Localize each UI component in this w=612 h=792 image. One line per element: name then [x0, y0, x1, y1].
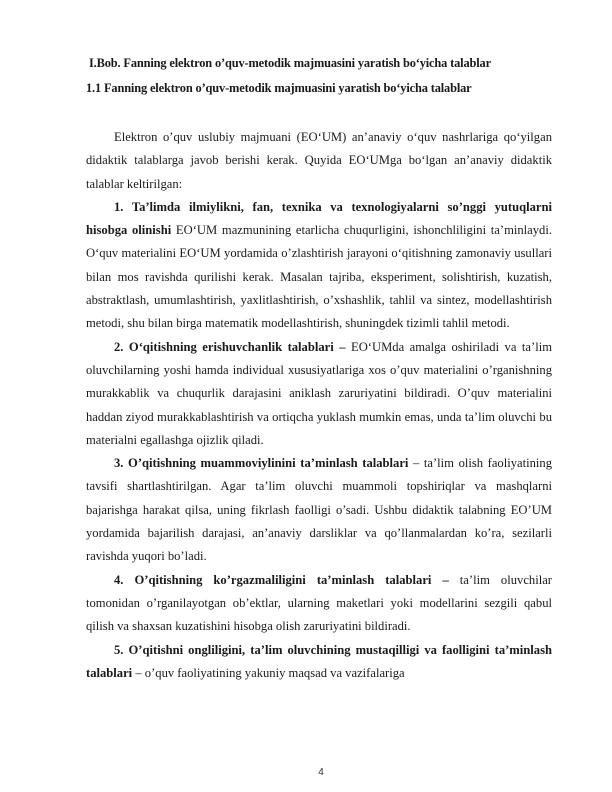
section-heading: 1.1 Fanning elektron o’quv-metodik majmuasini yaratish bo‘yicha talablar — [86, 81, 472, 95]
paragraph-requirement-4: 4. O’qitishning ko’rgazmaliligini ta’minlash talablari – ta’lim oluvchilar tomonidan o’rganilayotgan ob’ektlar, ularning maketlari yoki modellarini sezgili qabul qilish va shaxsan kuzatishini hisobga olish zaruriyatini bildiradi. — [86, 572, 552, 634]
paragraph-requirement-3: 3. O’qitishning muammoviylinini ta’minlash talablari – ta’lim olish faoliyatining tavsifi shartlashtirilgan. Agar ta’lim oluvchi muammoli topshiriqlar va mashqlarni bajarishga harakat qilsa, uning fikrlash faolligi o’sadi. Ushbu didaktik talabning EO’UM yordamida bajarilish darajasi, an’anaviy darsliklar va qo’llanmalardan ko’ra, sezilarli ravishda yuqori bo’ladi. — [86, 456, 552, 564]
page-number: 4 — [318, 767, 324, 778]
paragraph-intro: Elektron o’quv uslubiy majmuani (EO‘UM) an’anaviy o‘quv nashrlariga qo‘yilgan didaktik talablarga javob berishi kerak. Quyida EO‘UMga bo‘lgan an’anaviy didaktik talablar keltirilgan: — [86, 130, 552, 191]
paragraph-requirement-2: 2. O‘qitishning erishuvchanlik talablari – EO‘UMda amalga oshiriladi va ta’lim oluvchilarning yoshi hamda individual xususiyatlariga xos o’quv materialini o’rganishning murakkablik va chuqurlik darajasini aniklash zaruriyatini bildiradi. O’quv materialini haddan ziyod murakkablashtirish va ortiqcha yuklash mumkin emas, unda ta’lim oluvchi bu materialni egallashga ojizlik qiladi. — [86, 339, 552, 447]
paragraph-requirement-5: 5. O’qitishni ongliligini, ta’lim oluvchining mustaqilligi va faolligini ta’minlash talablari – o’quv faoliyatining yakuniy maqsad va vazifalariga — [86, 642, 552, 680]
chapter-heading: I.Bob. Fanning elektron o’quv-metodik majmuasini yaratish bo‘yicha talablar — [89, 56, 491, 70]
body-text — [86, 126, 552, 685]
paragraph-requirement-1: 1. Ta’limda ilmiylikni, fan, texnika va texnologiyalarni so’nggi yutuqlarni hisobga olinishi EO‘UM mazmunining etarlicha chuqurligini, ishonchliligini ta’minlaydi. O‘quv materialini EO‘UM yordamida o’zlashtirish jarayoni o‘qitishning zamonaviy usullari bilan mos ravishda qurilishi kerak. Masalan tajriba, eksperiment, solishtirish, kuzatish, abstraktlash, umumlashtirish, yaxlitlashtirish, o’xshashlik, tahlil va sintez, modellashtirish metodi, shu bilan birga matematik modellashtirish, shuningdek tizimli tahlil metodi. — [86, 199, 552, 331]
